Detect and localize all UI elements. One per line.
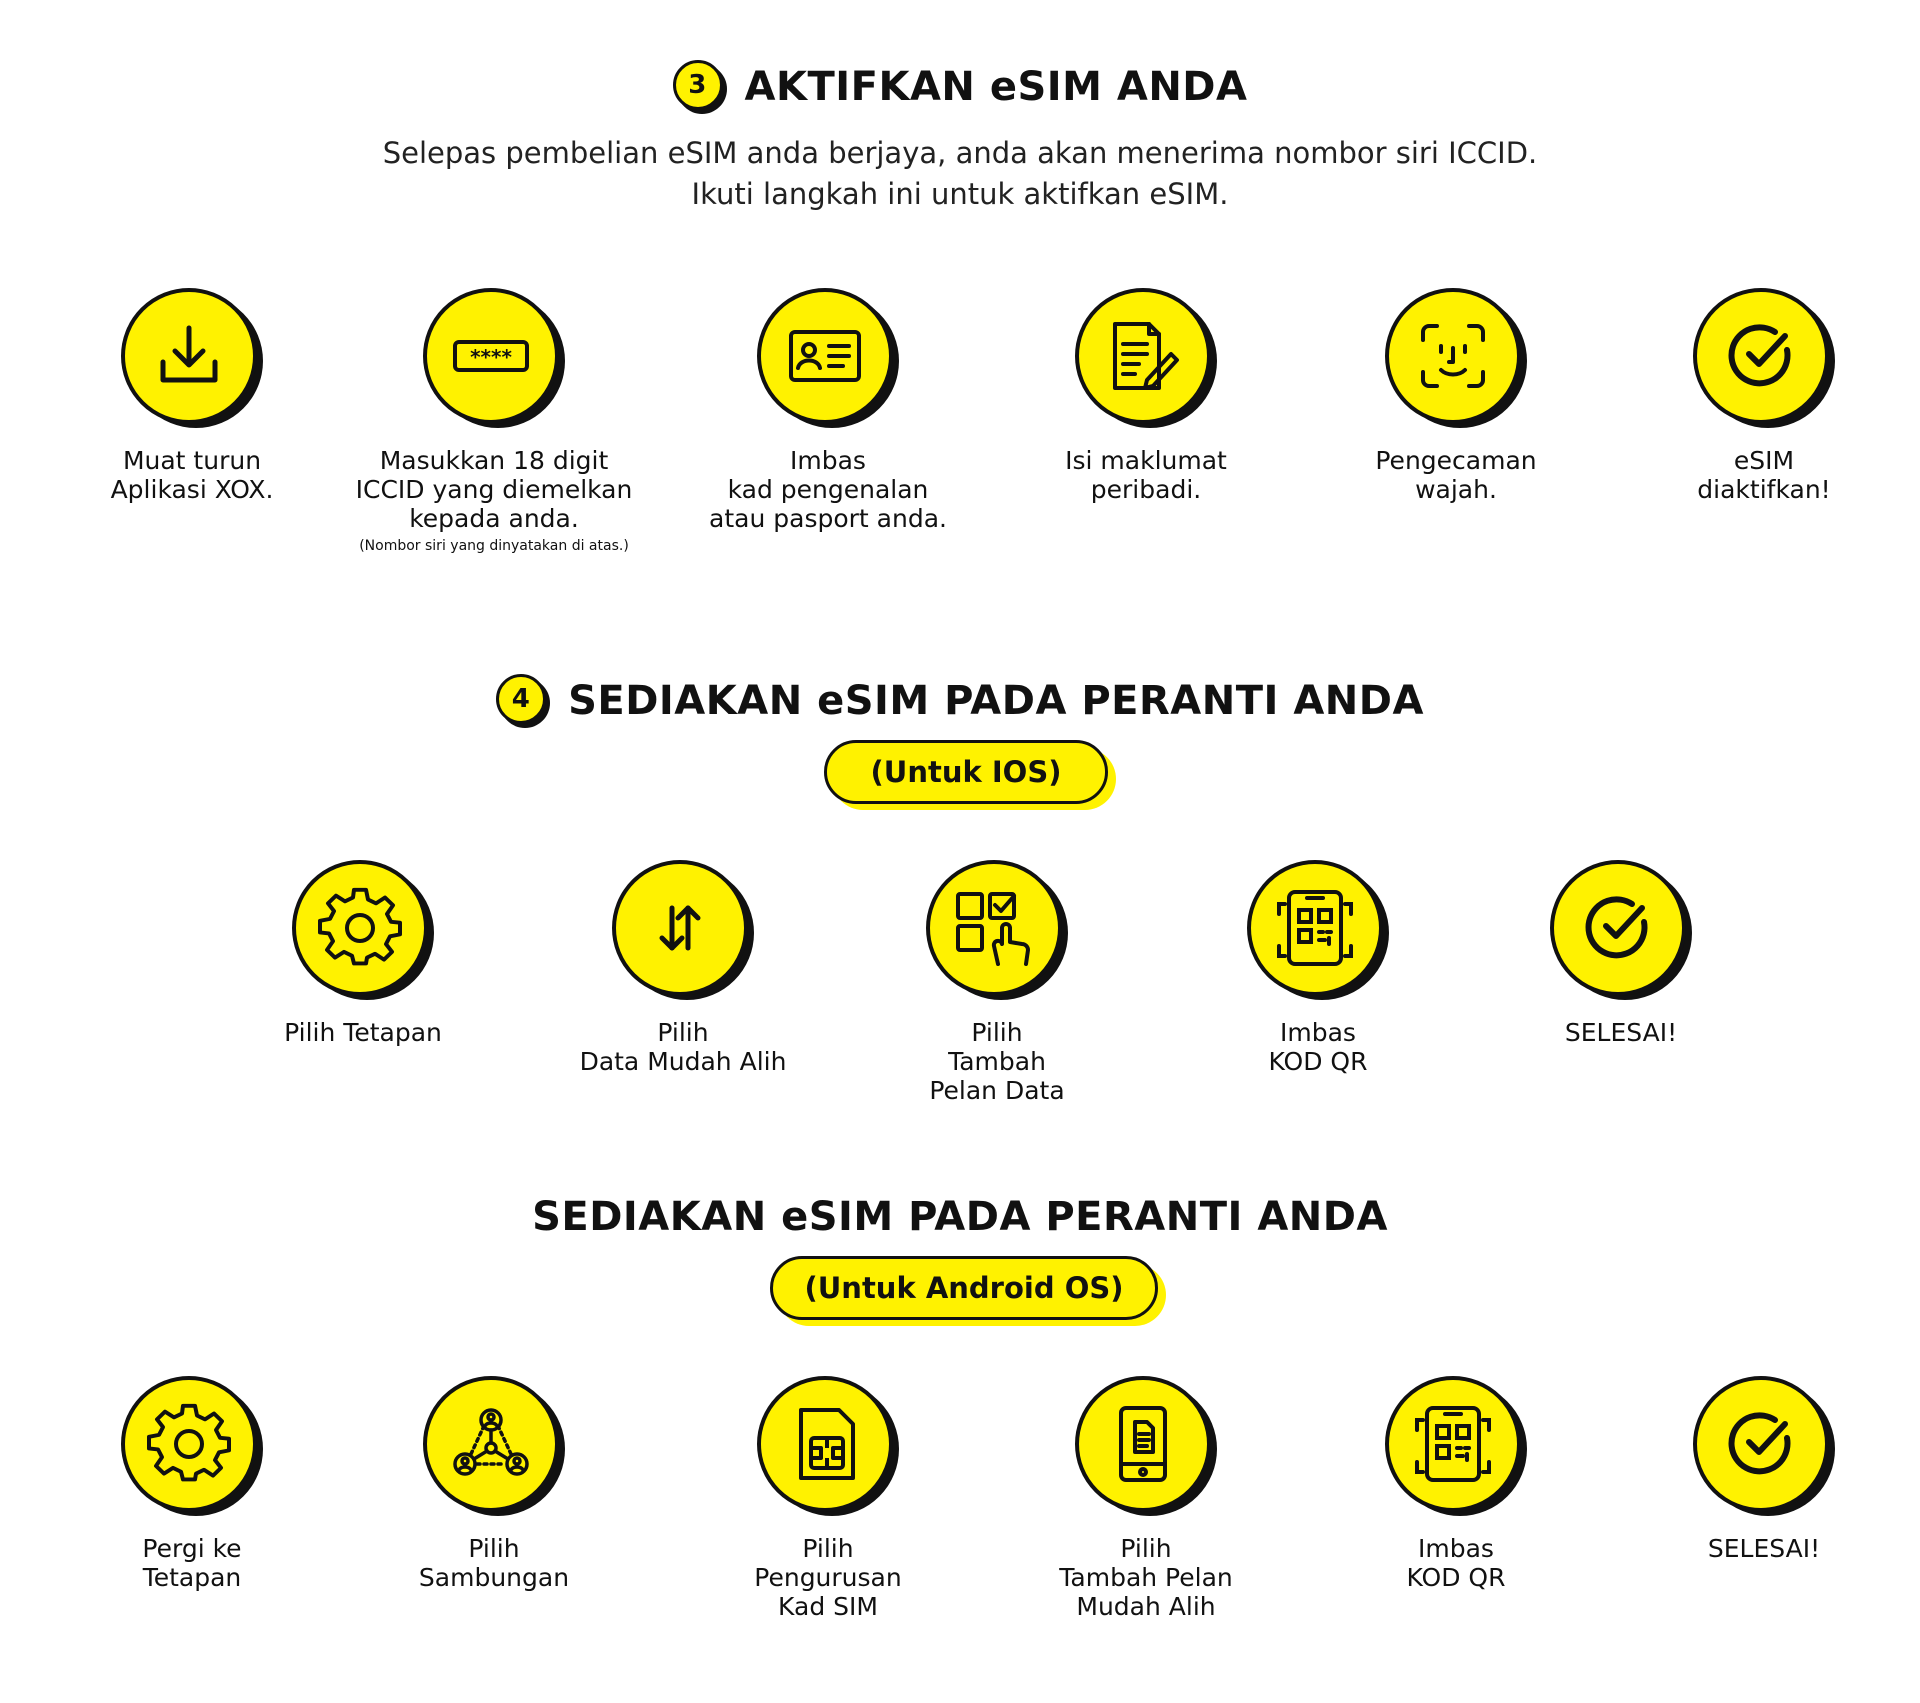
step-label: Imbas KOD QR: [1268, 1018, 1368, 1076]
download-icon: [121, 288, 257, 424]
step-android-sim-manager: [668, 1376, 988, 1621]
step-label: Pengecaman wajah.: [1375, 446, 1537, 504]
step-ios-mobile-data: [523, 860, 843, 1076]
step-label: Pilih Tambah Pelan Mudah Alih: [1059, 1534, 1233, 1621]
section3-title: AKTIFKAN eSIM ANDA: [744, 64, 1248, 110]
svg-text:****: ****: [470, 345, 512, 369]
step-fill-details: [986, 288, 1306, 504]
ios-pill-label: (Untuk IOS): [870, 755, 1062, 789]
section4-ios-heading: [0, 678, 1920, 728]
step-android-add-plan: [986, 1376, 1306, 1621]
step-label: Pilih Tetapan: [284, 1018, 442, 1047]
gear-icon: [292, 860, 428, 996]
sim-card-icon: [757, 1376, 893, 1512]
step-ios-done: [1461, 860, 1781, 1047]
step-label: Pilih Pengurusan Kad SIM: [754, 1534, 902, 1621]
password-field-icon: [423, 288, 559, 424]
step-note: (Nombor siri yang dinyatakan di atas.): [359, 538, 629, 554]
step-esim-activated: [1604, 288, 1920, 504]
step-download-app: [32, 288, 352, 504]
network-connection-icon: [423, 1376, 559, 1512]
section3-heading: [0, 64, 1920, 114]
section4-ios-title: SEDIAKAN eSIM PADA PERANTI ANDA: [568, 678, 1424, 724]
face-scan-icon: [1385, 288, 1521, 424]
qr-phone-icon: [1385, 1376, 1521, 1512]
step-label: Pilih Tambah Pelan Data: [929, 1018, 1065, 1105]
step-ios-add-data-plan: [837, 860, 1157, 1105]
form-edit-icon: [1075, 288, 1211, 424]
data-arrows-icon: [612, 860, 748, 996]
step-ios-settings: [203, 860, 523, 1047]
step-label: Muat turun Aplikasi XOX.: [110, 446, 274, 504]
step-android-scan-qr: [1296, 1376, 1616, 1592]
step-label: Pilih Data Mudah Alih: [579, 1018, 787, 1076]
step-label: Imbas KOD QR: [1406, 1534, 1506, 1592]
step-enter-iccid: [334, 288, 654, 555]
check-circle-icon: [1693, 288, 1829, 424]
step-number-badge: 4: [496, 674, 546, 724]
section4-android-title: SEDIAKAN eSIM PADA PERANTI ANDA: [532, 1194, 1388, 1240]
check-circle-icon: [1693, 1376, 1829, 1512]
id-card-icon: [757, 288, 893, 424]
step-label: SELESAI!: [1707, 1534, 1821, 1563]
step-label: eSIM diaktifkan!: [1697, 446, 1831, 504]
ios-pill: [824, 740, 1108, 804]
section3-intro: [0, 133, 1920, 215]
phone-document-icon: [1075, 1376, 1211, 1512]
step-scan-id: [668, 288, 988, 533]
step-label: Pilih Sambungan: [418, 1534, 570, 1592]
step-label: SELESAI!: [1564, 1018, 1678, 1047]
section4-android-heading: [0, 1194, 1920, 1240]
step-face-recognition: [1296, 288, 1616, 504]
step-android-done: [1604, 1376, 1920, 1563]
step-label: Masukkan 18 digit ICCID yang diemelkan kepada anda.: [355, 446, 633, 533]
add-plan-touch-icon: [926, 860, 1062, 996]
check-circle-icon: [1550, 860, 1686, 996]
step-label: Imbas kad pengenalan atau pasport anda.: [709, 446, 947, 533]
gear-icon: [121, 1376, 257, 1512]
step-label: Pergi ke Tetapan: [142, 1534, 242, 1592]
intro-line-1: Selepas pembelian eSIM anda berjaya, anda akan menerima nombor siri ICCID.: [382, 136, 1538, 170]
step-ios-scan-qr: [1158, 860, 1478, 1076]
android-pill-label: (Untuk Android OS): [804, 1271, 1124, 1305]
step-label: Isi maklumat peribadi.: [1065, 446, 1227, 504]
qr-phone-icon: [1247, 860, 1383, 996]
step-number-badge: 3: [673, 60, 723, 110]
android-pill: [770, 1256, 1158, 1320]
intro-line-2: Ikuti langkah ini untuk aktifkan eSIM.: [691, 177, 1229, 211]
step-android-settings: [32, 1376, 352, 1592]
step-android-connections: [334, 1376, 654, 1592]
